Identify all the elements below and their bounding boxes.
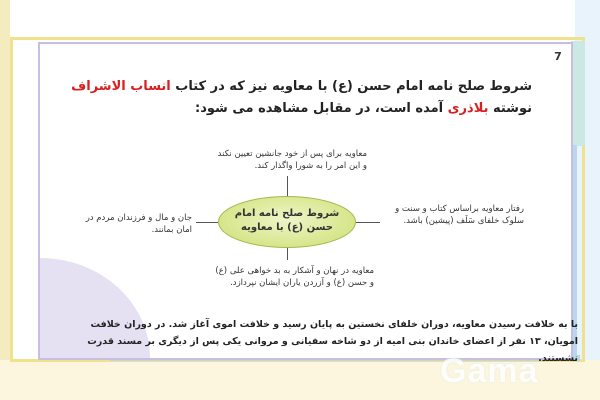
title-author-name: بلاذری (447, 101, 489, 116)
frame-left-bar (0, 0, 10, 400)
title-book-name: انساب الاشراف (71, 79, 171, 94)
branch-top: معاویه برای پس از خود جانشین تعیین نکند و این امر را به شورا واگذار کند. (217, 149, 367, 171)
connector-bottom (287, 248, 288, 260)
branch-right: رفتار معاویه براساس کتاب و سنت و سلوک خلفای سَلَف (پیشین) باشد. (395, 204, 524, 226)
watermark-logo: Gama (440, 352, 539, 390)
footer-text: با به خلافت رسیدن معاویه، دوران خلفای نخستین به پایان رسید و خلافت اموی آغاز شد. در دوران خلافت امویان، ۱۳ نفر از اعضای خاندان بنی امیه از دو شاخه سفیانی و مروانی یکی پس از دیگری بر مسند قدرت نشستند. (87, 319, 578, 364)
center-node-line-1: شروط صلح نامه امام (234, 208, 340, 219)
branch-bottom: معاویه در نهان و آشکار به بد خواهی علی (ع) و حسن (ع) و آزردن یاران ایشان نپردازد. (215, 266, 374, 288)
title-part-1: شروط صلح نامه امام حسن (ع) با معاویه نیز که در کتاب (170, 79, 532, 94)
title-part-3: آمده است، در مقابل مشاهده می شود: (195, 101, 448, 116)
center-node (218, 196, 356, 248)
connector-top (287, 176, 288, 196)
connector-left (196, 222, 218, 223)
title-part-2: نوشته (488, 101, 532, 116)
frame-teal-strip (571, 41, 585, 146)
slide-title (70, 76, 532, 120)
connector-right (356, 222, 380, 223)
branch-left: جان و مال و فرزندان مردم در امان بمانند. (85, 213, 192, 235)
center-node-line-2: حسن (ع) با معاویه (241, 222, 333, 233)
slide-number: 7 (554, 50, 562, 63)
